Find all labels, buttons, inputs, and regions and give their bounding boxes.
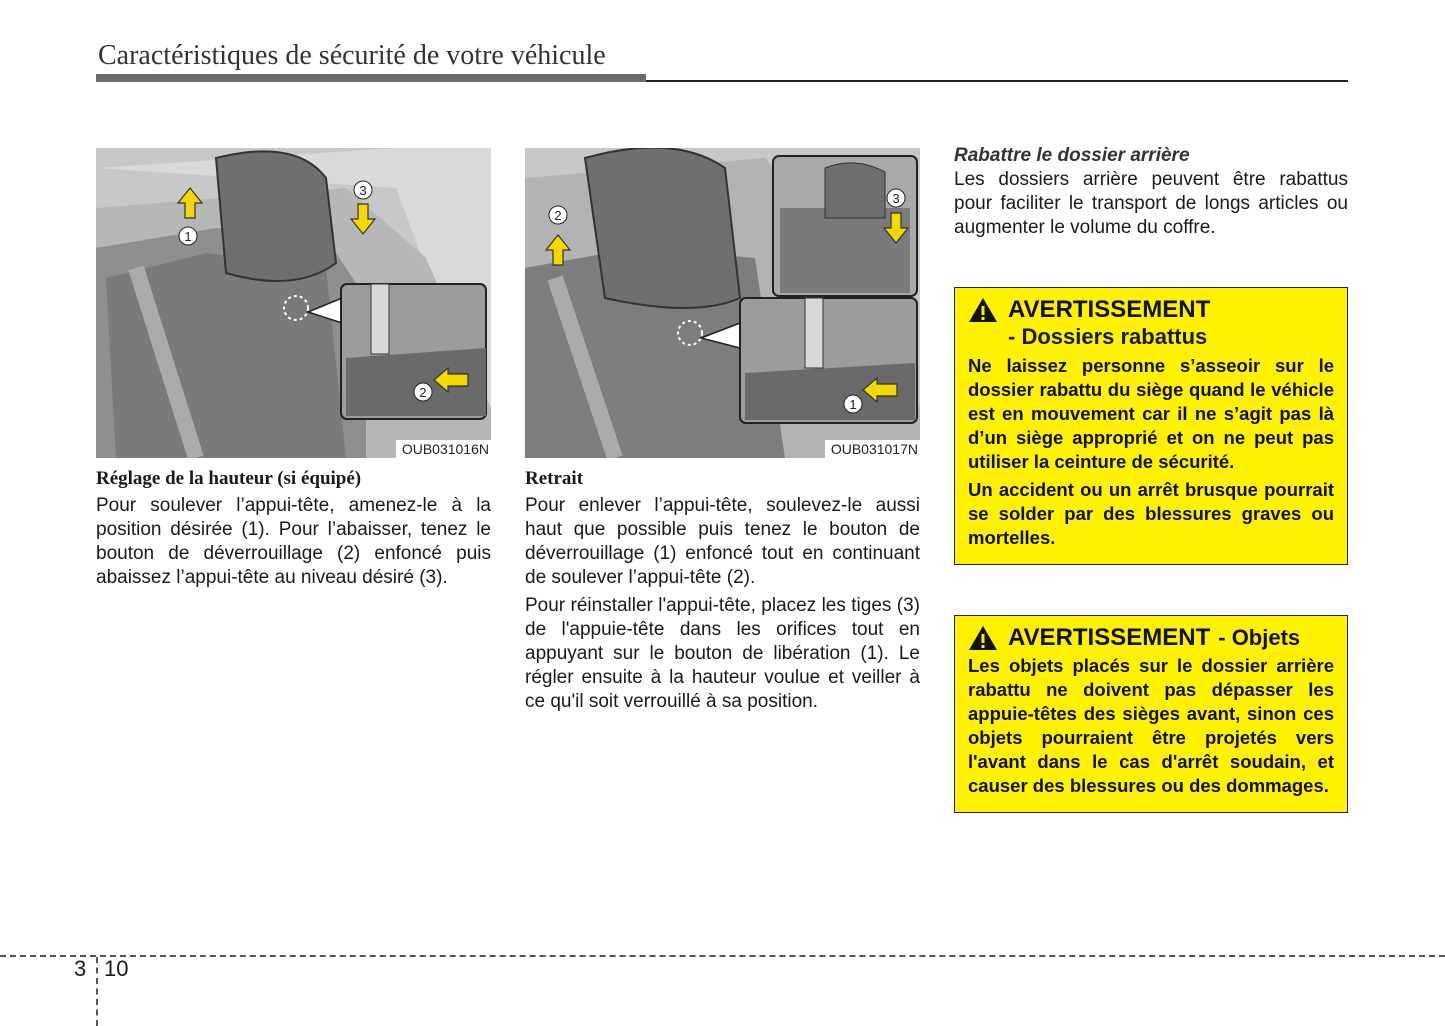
callout-2: 2: [554, 208, 562, 223]
callout-1: 1: [849, 397, 857, 412]
section-title: Rabattre le dossier arrière: [954, 145, 1190, 166]
figure-headrest-removal: [525, 148, 920, 458]
warning-box-objects: [954, 615, 1348, 813]
right-column: [954, 144, 1348, 244]
warning-label: AVERTISSEMENT: [1008, 624, 1211, 651]
paragraph: Les dossiers arrière peuvent être rabattus pour faciliter le transport de longs articles ou augmenter le volume du coffre.: [954, 169, 1348, 238]
header-rule-thick: [96, 74, 646, 82]
left-column: [96, 468, 491, 594]
warning-text: Les objets placés sur le dossier arrière rabattu ne doivent pas dépasser les appuie-têtes des sièges avant, sinon ces objets pourraient être projetés vers l'avant dans le cas d'arrêt soudain, et causer des blessures ou des dommages.: [968, 655, 1334, 796]
page-title: Caractéristiques de sécurité de votre véhicule: [98, 40, 606, 71]
callout-2: 2: [419, 385, 427, 400]
headrest-removal-illustration: [525, 148, 920, 458]
section-heading: Réglage de la hauteur (si équipé): [96, 468, 362, 489]
figure-headrest-height: [96, 148, 491, 458]
paragraph: Pour soulever l’appui-tête, amenez-le à la position désirée (1). Pour l’abaisser, tenez le bouton de déverrouillage (2) enfoncé puis abaissez l’appui-tête au niveau désiré (3).: [96, 495, 491, 588]
warning-triangle-icon: [968, 625, 998, 651]
footer-divider: [96, 957, 98, 1026]
warning-text: Un accident ou un arrêt brusque pourrait se solder par des blessures graves ou mortelles.: [968, 479, 1334, 548]
figure-code: OUB031016N: [396, 440, 491, 458]
paragraph: Pour réinstaller l'appui-tête, placez les tiges (3) de l'appuie-tête dans les orifices tout en appuyant sur le bouton de libération (1). Le régler ensuite à la hauteur voulue et veiller à ce qu'il soit verrouillé à sa position.: [525, 595, 920, 712]
callout-1: 1: [184, 229, 192, 244]
section-heading: Retrait: [525, 468, 584, 489]
warning-box-folded-seats: [954, 287, 1348, 565]
header-rule-thin: [646, 80, 1348, 82]
page-number: 10: [104, 956, 129, 981]
headrest-height-illustration: [96, 148, 491, 458]
warning-label: AVERTISSEMENT: [1008, 296, 1211, 323]
callout-3: 3: [892, 191, 900, 206]
paragraph: Pour enlever l’appui-tête, soulevez-le aussi haut que possible puis tenez le bouton de déverrouillage (1) enfoncé tout en continuant de soulever l’appui-tête (2).: [525, 495, 920, 588]
warning-subtitle: - Dossiers rabattus: [1008, 324, 1208, 349]
warning-text: Ne laissez personne s’asseoir sur le dossier rabattu du siège quand le véhicle est en mouvement car il ne s’agit pas là d’un siège approprié et on ne peut pas utiliser la ceinture de sécurité.: [968, 355, 1334, 472]
middle-column: [525, 468, 920, 718]
warning-triangle-icon: [968, 297, 998, 323]
figure-code: OUB031017N: [825, 440, 920, 458]
warning-subtitle: - Objets: [1218, 625, 1301, 650]
section-number: 3: [74, 956, 87, 981]
callout-3: 3: [359, 183, 367, 198]
footer-rule: [0, 955, 1445, 957]
